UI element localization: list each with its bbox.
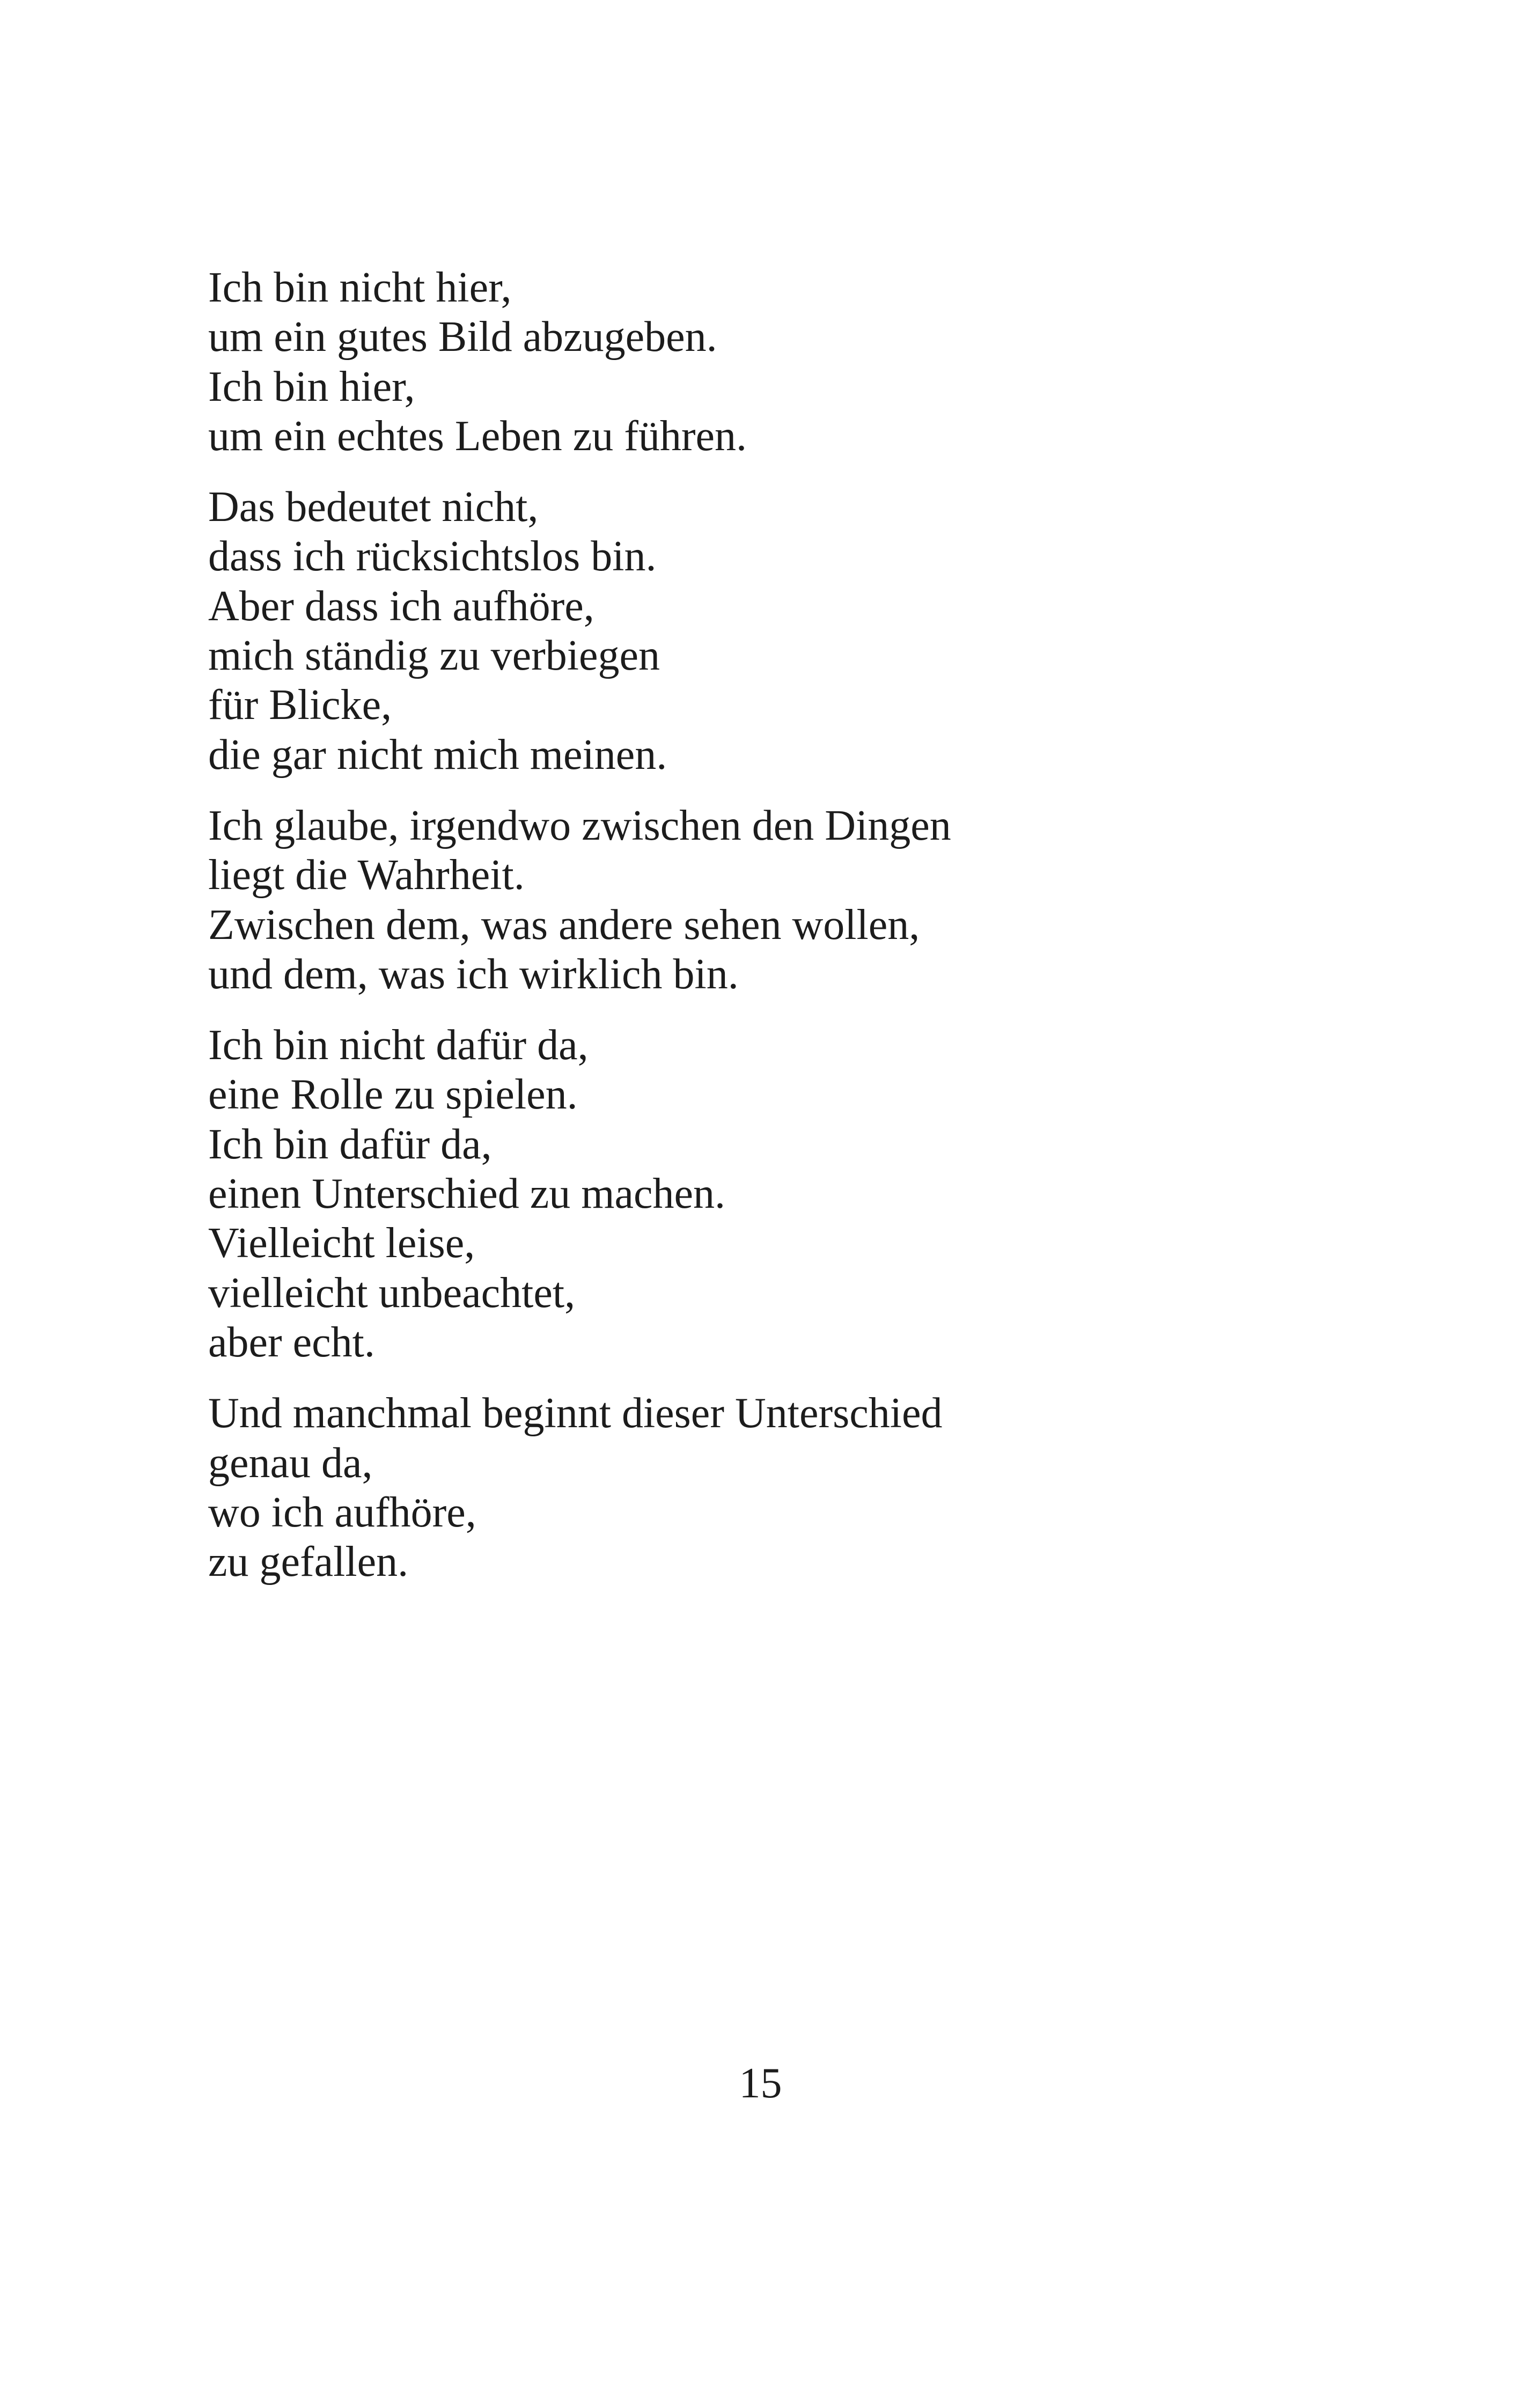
poem-line: Vielleicht leise, — [208, 1220, 475, 1267]
poem-line: und dem, was ich wirklich bin. — [208, 950, 739, 998]
poem-line: Ich glaube, irgendwo zwischen den Dingen — [208, 802, 951, 849]
poem-line: einen Unterschied zu machen. — [208, 1170, 726, 1218]
stanza-5 — [208, 1389, 1388, 1587]
stanza-2 — [208, 482, 1388, 780]
stanza-4 — [208, 1021, 1388, 1367]
poem-line: Ich bin hier, — [208, 363, 415, 410]
poem-line: um ein echtes Leben zu führen. — [208, 412, 747, 460]
poem-line: Ich bin dafür da, — [208, 1120, 492, 1168]
poem-line: Aber dass ich aufhöre, — [208, 582, 594, 630]
poem-line: genau da, — [208, 1439, 373, 1487]
poem-line: Das bedeutet nicht, — [208, 483, 539, 531]
poem-line: wo ich aufhöre, — [208, 1488, 476, 1536]
poem-line: Und manchmal beginnt dieser Unterschied — [208, 1390, 943, 1437]
poem-line: mich ständig zu verbiegen — [208, 632, 660, 680]
poem — [208, 263, 1388, 1608]
poem-line: Ich bin nicht dafür da, — [208, 1022, 589, 1069]
poem-line: aber echt. — [208, 1318, 375, 1366]
poem-line: zu gefallen. — [208, 1538, 409, 1586]
poem-line: dass ich rücksichtslos bin. — [208, 533, 657, 581]
stanza-3 — [208, 801, 1388, 999]
poem-line: um ein gutes Bild abzugeben. — [208, 313, 717, 361]
poem-line: für Blicke, — [208, 681, 392, 729]
poem-line: vielleicht unbeachtet, — [208, 1269, 576, 1317]
stanza-1 — [208, 263, 1388, 461]
poem-line: die gar nicht mich meinen. — [208, 731, 667, 779]
poem-line: Zwischen dem, was andere sehen wollen, — [208, 901, 920, 949]
poem-line: liegt die Wahrheit. — [208, 851, 525, 899]
page-number: 15 — [739, 2060, 782, 2107]
poem-line: eine Rolle zu spielen. — [208, 1071, 578, 1119]
poem-line: Ich bin nicht hier, — [208, 264, 512, 311]
